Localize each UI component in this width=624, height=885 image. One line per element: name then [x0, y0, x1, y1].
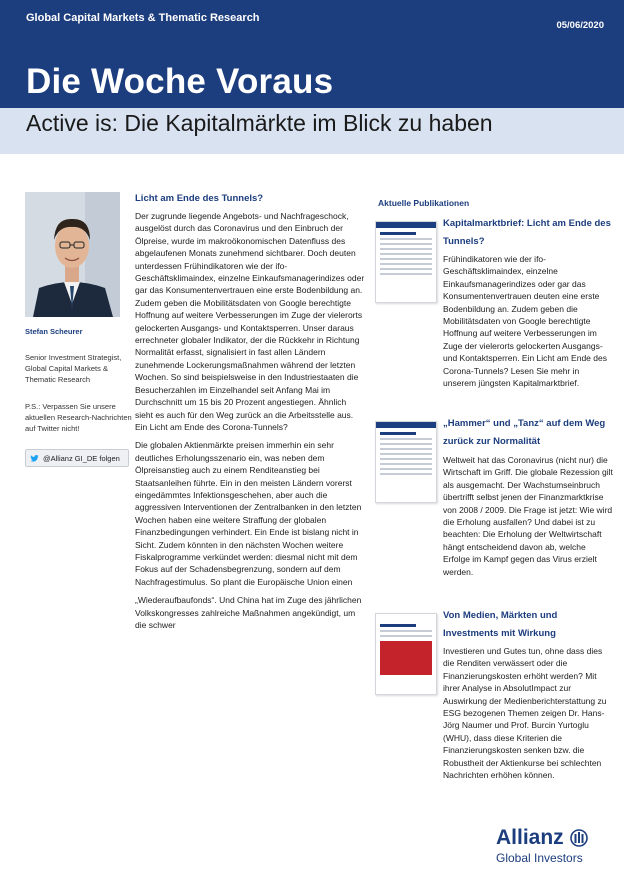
twitter-bird-icon — [30, 454, 39, 463]
brand-subtitle: Global Investors — [496, 851, 583, 865]
author-ps-note: P.S.: Verpassen Sie unsere aktuellen Research-Nachrichten auf Twitter nicht! — [25, 402, 132, 433]
publication-text: Investieren und Gutes tun, ohne dass dies die Renditen verwässert oder die Finanzierungskosten erhöht werden? Mit ihrer Analyse in AbsolutImpact zur Auswirkung der Medienberichterstattung zu ESG bezogenen Themen zeigen Dr. Hans-Jörg Naumer und Prof. Burcin Yurtoglu (WHU), dass diese Kriterien die Finanzierungskosten senken bzw. die Robustheit der Aktienkurse bei schlechten Nachrichten erhöhen können. — [443, 646, 607, 781]
article-heading: Licht am Ende des Tunnels? — [135, 193, 264, 204]
publication-text: Weltweit hat das Coronavirus (nicht nur) die Wirtschaft im Griff. Die globale Rezession gilt als ausgemacht. Der Wachstumseinbruch übertrifft selbst jenen der Finanzmarktkrise von 2008 / 2009. Die Frage ist jetzt: Wie wird die Erholung ausfallen? Und dabei ist zu beachten: Die Erholung der Weltwirtschaft hängt entscheidend davon ab, welche Erfolge im Kampf gegen das Virus erzielt werden. — [443, 455, 613, 577]
author-name: Stefan Scheurer — [25, 327, 83, 336]
department-label: Global Capital Markets & Thematic Research — [26, 12, 260, 24]
allianz-eagle-icon — [570, 828, 588, 848]
author-role: Senior Investment Strategist, Global Capital Markets & Thematic Research — [25, 353, 122, 384]
article-paragraph: Der zugrunde liegende Angebots- und Nachfrageschock, ausgelöst durch das Coronavirus und den Einbruch der Ölpreise, wurde im makroökonomischen Datenfluss des abgelaufenen Monats zunehmend sichtbarer. Doch deuten unterdessen Frühindikatoren wie der ifo-Geschäftsklimaindex, einzelne Einkaufsmanagerindizes oder gar das Konsumentenvertrauen eine erste Bodenbildung an. Zudem geben die Mobilitätsdaten von Google berechtigte Hoffnung auf weitere Verbesserungen im Zuge der vielerorts gelockerten Ausgangs- und Kontaktsperren. Unser daraus errechneter globaler Indikator, der die Rückkehr in Richtung Normalität erfasst, signalisiert in fast allen Ländern zunehmende Lockerungsmaßnahmen während der letzten Wochen. So sind beispielsweise in den Industriestaaten die Besucherzahlen im Einzelhandel seit Anfang Mai im Durchschnitt um 15 bis 20 Prozent angestiegen. Ähnlich sieht es auch für den Weg zurück an die Arbeitsstelle aus. Ein Licht am Ende des Corona-Tunnels? — [135, 211, 365, 432]
article-paragraph: Die globalen Aktienmärkte preisen immerhin ein sehr deutliches Erholungsszenario ein, was neben dem Ölpreisanstieg auch zu einem Renditeanstieg bei Staatsanleihen führte. Ein in den meisten Ländern vorerst eingedämmtes Infektionsgeschehen, aber auch die aggressiven Interventionen der Zentralbanken in den letzten Wochen haben eine weitere Straffung der globalen Finanzbedingungen verhindert. Ein Ende ist bislang nicht in Sicht. Zudem könnten in den nächsten Wochen weitere Fiskalprogramme verkündet werden: diesmal nicht mit dem Fokus auf der Schadensbegrenzung, sondern auf dem Nachfragestimulus. So plant die Europäische Union einen — [135, 440, 362, 587]
publication-title[interactable]: Von Medien, Märkten und Investments mit Wirkung — [443, 610, 558, 639]
page-title: Die Woche Voraus — [26, 62, 334, 101]
twitter-follow-label: @Allianz GI_DE folgen — [43, 453, 120, 463]
publication-cover[interactable] — [375, 221, 437, 303]
brand-name: Allianz — [496, 826, 564, 849]
publication-cover[interactable] — [375, 421, 437, 503]
page-subtitle: Active is: Die Kapitalmärkte im Blick zu haben — [26, 110, 493, 136]
publication-date: 05/06/2020 — [556, 20, 604, 31]
brand-logo — [496, 826, 588, 865]
author-photo — [25, 192, 120, 317]
publication-title[interactable]: Kapitalmarktbrief: Licht am Ende des Tunnels? — [443, 218, 611, 247]
article-paragraph: „Wiederaufbaufonds“. Und China hat im Zuge des jährlichen Volkskongresses zahlreiche Maßnahmen angekündigt, um die schwer — [135, 595, 362, 630]
twitter-follow-button[interactable] — [25, 449, 129, 467]
publication-cover[interactable] — [375, 613, 437, 695]
article-column — [135, 193, 365, 637]
publication-title[interactable]: „Hammer“ und „Tanz“ auf dem Weg zurück zur Normalität — [443, 418, 606, 447]
publication-text: Frühindikatoren wie der ifo-Geschäftsklimaindex, einzelne Einkaufsmanagerindizes oder gar das Konsumentenvertrauen deuten eine erste Bodenbildung an. Zudem geben die Mobilitätsdaten von Google berechtigte Hoffnung auf weitere Verbesserungen im Zuge der vielerorts gelockerten Ausgangs- und Kontaktsperren. Ein Licht am Ende des Corona-Tunnels? Lesen Sie mehr in unserem jüngsten Kapitalmarktbrief. — [443, 254, 607, 389]
publications-heading: Aktuelle Publikationen — [378, 198, 470, 208]
